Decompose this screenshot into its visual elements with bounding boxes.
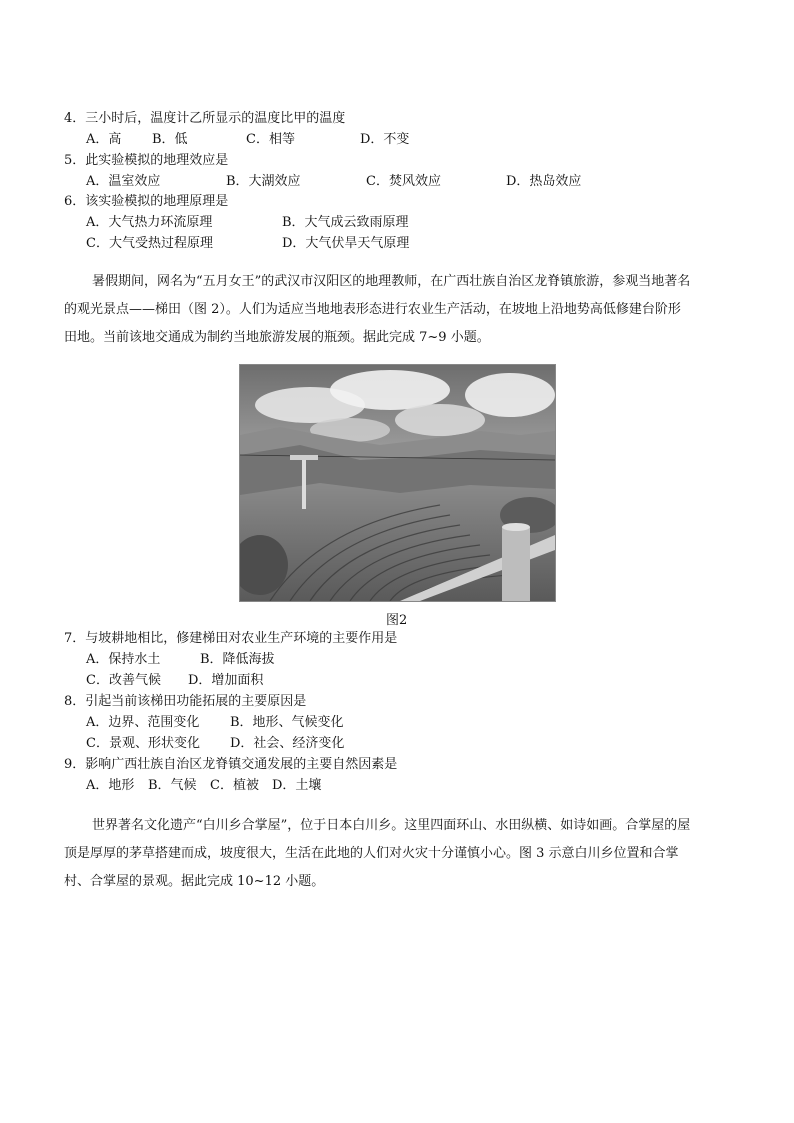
- passage-shirakawa-line: 村、合掌屋的景观。据此完成 10~12 小题。: [64, 874, 325, 889]
- q4-option-d: D．不变: [360, 132, 410, 147]
- figure-caption: 图2: [386, 613, 408, 628]
- q7-option-b: B．降低海拔: [200, 652, 275, 667]
- q8-stem: 8．引起当前该梯田功能拓展的主要原因是: [64, 694, 307, 709]
- q8-option-c: C．景观、形状变化: [86, 736, 200, 751]
- passage-terraces-line: 的观光景点——梯田（图 2）。人们为适应当地地表形态进行农业生产活动，在坡地上沿地势高低修建台阶形: [64, 302, 681, 317]
- q5-option-d: D．热岛效应: [506, 174, 582, 189]
- q9-option-a: A．地形: [86, 778, 135, 793]
- q9-option-d: D．土壤: [272, 778, 322, 793]
- passage-shirakawa-line: 顶是厚厚的茅草搭建而成，坡度很大，生活在此地的人们对火灾十分谨慎小心。图 3 示意白川乡位置和合掌: [64, 846, 679, 861]
- q5-option-b: B．大湖效应: [226, 174, 301, 189]
- q4-option-c: C．相等: [246, 132, 295, 147]
- passage-shirakawa: [64, 812, 732, 896]
- q4-option-b: B．低: [152, 132, 188, 147]
- q9-stem: 9．影响广西壮族自治区龙脊镇交通发展的主要自然因素是: [64, 757, 398, 772]
- q7-option-d: D．增加面积: [188, 673, 264, 688]
- q6-stem: 6．该实验模拟的地理原理是: [64, 194, 229, 209]
- q8-option-b: B．地形、气候变化: [230, 715, 344, 730]
- terrace-photo-illustration: [240, 365, 555, 601]
- passage-terraces-line: 暑假期间，网名为“五月女王”的武汉市汉阳区的地理教师，在广西壮族自治区龙脊镇旅游，参观当地著名: [92, 274, 691, 289]
- q7-stem: 7．与坡耕地相比，修建梯田对农业生产环境的主要作用是: [64, 631, 398, 646]
- q5-stem: 5．此实验模拟的地理效应是: [64, 153, 229, 168]
- passage-shirakawa-line: 世界著名文化遗产“白川乡合掌屋”，位于日本白川乡。这里四面环山、水田纵横、如诗如画。合掌屋的屋: [92, 818, 691, 833]
- q4-option-a: A．高: [86, 132, 122, 147]
- passage-terraces-line: 田地。当前该地交通成为制约当地旅游发展的瓶颈。据此完成 7~9 小题。: [64, 330, 490, 345]
- q4-stem: 4．三小时后，温度计乙所显示的温度比甲的温度: [64, 111, 346, 126]
- q6-option-b: B．大气成云致雨原理: [282, 215, 409, 230]
- q6-option-d: D．大气伏旱天气原理: [282, 236, 410, 251]
- q9-option-c: C．植被: [210, 778, 259, 793]
- q7-option-a: A．保持水土: [86, 652, 161, 667]
- passage-terraces: [64, 268, 732, 352]
- q8-option-a: A．边界、范围变化: [86, 715, 200, 730]
- q5-option-c: C．焚风效应: [366, 174, 441, 189]
- q5-option-a: A．温室效应: [86, 174, 161, 189]
- q8-option-d: D．社会、经济变化: [230, 736, 345, 751]
- q6-option-a: A．大气热力环流原理: [86, 215, 213, 230]
- terrace-photo: [239, 364, 556, 602]
- q7-option-c: C．改善气候: [86, 673, 161, 688]
- q9-option-b: B．气候: [148, 778, 197, 793]
- q6-option-c: C．大气受热过程原理: [86, 236, 213, 251]
